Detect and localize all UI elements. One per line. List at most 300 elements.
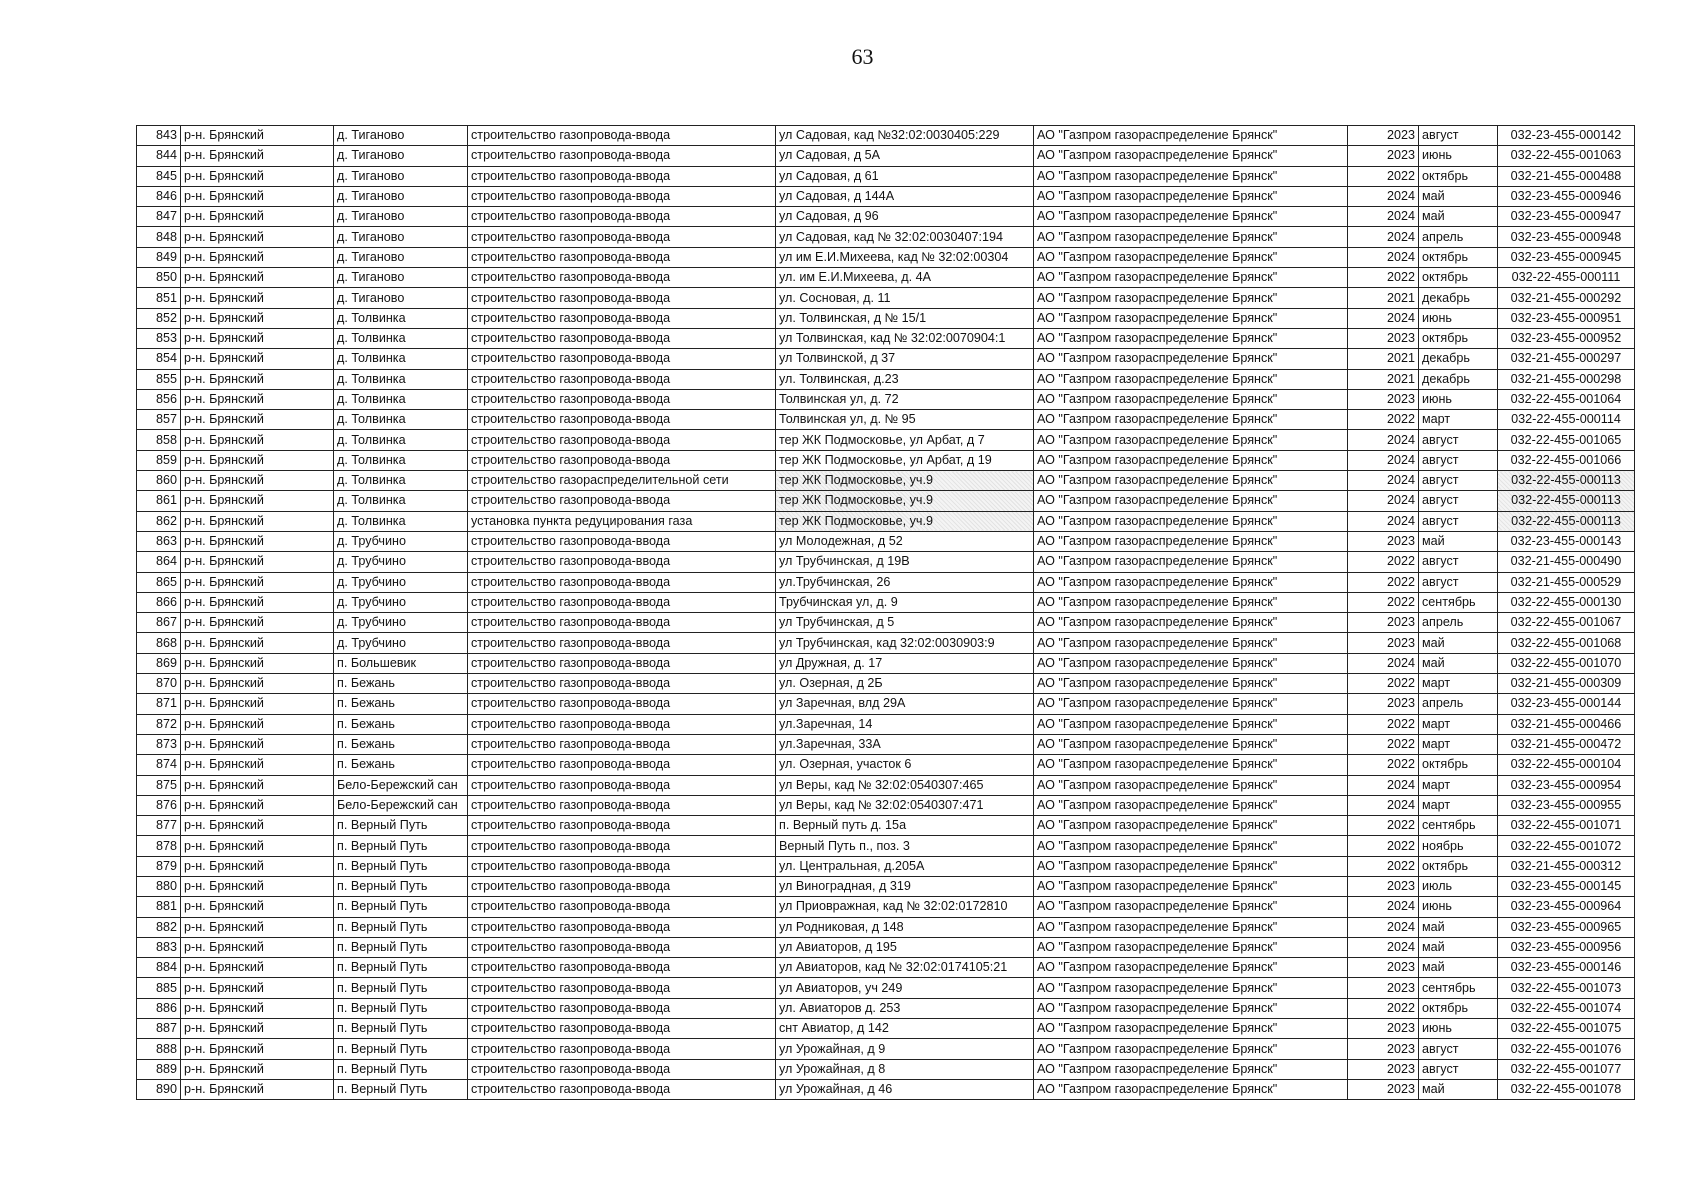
table-body — [137, 126, 1635, 1100]
month-cell: сентябрь — [1419, 978, 1498, 998]
address-cell: ул им Е.И.Михеева, кад № 32:02:00304 — [776, 247, 1034, 267]
address-cell: ул.Трубчинская, 26 — [776, 572, 1034, 592]
code-cell: 032-23-455-000947 — [1498, 207, 1635, 227]
code-cell: 032-21-455-000466 — [1498, 714, 1635, 734]
work-type-cell: строительство газопровода-ввода — [468, 836, 776, 856]
work-type-cell: строительство газопровода-ввода — [468, 308, 776, 328]
work-type-cell: строительство газопровода-ввода — [468, 166, 776, 186]
code-cell: 032-21-455-000309 — [1498, 674, 1635, 694]
organization-cell: АО "Газпром газораспределение Брянск" — [1034, 937, 1348, 957]
locality-cell: д. Толвинка — [334, 389, 468, 409]
month-cell: июнь — [1419, 308, 1498, 328]
table-row — [137, 897, 1635, 917]
locality-cell: Бело-Бережский сан — [334, 775, 468, 795]
locality-cell: д. Тиганово — [334, 247, 468, 267]
table-row — [137, 816, 1635, 836]
address-cell: Толвинская ул, д. 72 — [776, 389, 1034, 409]
row-number: 856 — [137, 389, 181, 409]
code-cell: 032-21-455-000490 — [1498, 552, 1635, 572]
work-type-cell: строительство газопровода-ввода — [468, 775, 776, 795]
organization-cell: АО "Газпром газораспределение Брянск" — [1034, 1059, 1348, 1079]
year-cell: 2024 — [1348, 247, 1419, 267]
year-cell: 2023 — [1348, 146, 1419, 166]
address-cell: ул Садовая, кад № 32:02:0030407:194 — [776, 227, 1034, 247]
district-cell: р-н. Брянский — [181, 430, 334, 450]
address-cell: ул Садовая, кад №32:02:0030405:229 — [776, 126, 1034, 146]
year-cell: 2022 — [1348, 998, 1419, 1018]
row-number: 858 — [137, 430, 181, 450]
district-cell: р-н. Брянский — [181, 166, 334, 186]
locality-cell: п. Бежань — [334, 714, 468, 734]
locality-cell: д. Трубчино — [334, 592, 468, 612]
year-cell: 2023 — [1348, 613, 1419, 633]
organization-cell: АО "Газпром газораспределение Брянск" — [1034, 836, 1348, 856]
code-cell: 032-23-455-000145 — [1498, 876, 1635, 896]
year-cell: 2023 — [1348, 958, 1419, 978]
address-cell: ул Родниковая, д 148 — [776, 917, 1034, 937]
row-number: 882 — [137, 917, 181, 937]
address-cell: ул Дружная, д. 17 — [776, 653, 1034, 673]
code-cell: 032-23-455-000946 — [1498, 186, 1635, 206]
code-cell: 032-22-455-000113 — [1498, 491, 1635, 511]
address-cell: снт Авиатор, д 142 — [776, 1019, 1034, 1039]
work-type-cell: установка пункта редуцирования газа — [468, 511, 776, 531]
district-cell: р-н. Брянский — [181, 288, 334, 308]
locality-cell: д. Трубчино — [334, 552, 468, 572]
work-type-cell: строительство газопровода-ввода — [468, 369, 776, 389]
code-cell: 032-23-455-000146 — [1498, 958, 1635, 978]
code-cell: 032-22-455-001076 — [1498, 1039, 1635, 1059]
table-row — [137, 471, 1635, 491]
row-number: 853 — [137, 328, 181, 348]
table-row — [137, 775, 1635, 795]
locality-cell: д. Тиганово — [334, 146, 468, 166]
year-cell: 2024 — [1348, 937, 1419, 957]
locality-cell: д. Толвинка — [334, 511, 468, 531]
organization-cell: АО "Газпром газораспределение Брянск" — [1034, 207, 1348, 227]
year-cell: 2024 — [1348, 775, 1419, 795]
row-number: 890 — [137, 1079, 181, 1099]
row-number: 855 — [137, 369, 181, 389]
month-cell: март — [1419, 410, 1498, 430]
locality-cell: Бело-Бережский сан — [334, 795, 468, 815]
year-cell: 2024 — [1348, 227, 1419, 247]
code-cell: 032-23-455-000144 — [1498, 694, 1635, 714]
year-cell: 2022 — [1348, 856, 1419, 876]
district-cell: р-н. Брянский — [181, 207, 334, 227]
address-cell: тер ЖК Подмосковье, ул Арбат, д 7 — [776, 430, 1034, 450]
year-cell: 2024 — [1348, 653, 1419, 673]
year-cell: 2023 — [1348, 978, 1419, 998]
district-cell: р-н. Брянский — [181, 998, 334, 1018]
month-cell: октябрь — [1419, 268, 1498, 288]
work-type-cell: строительство газопровода-ввода — [468, 1079, 776, 1099]
month-cell: май — [1419, 917, 1498, 937]
work-type-cell: строительство газопровода-ввода — [468, 288, 776, 308]
month-cell: август — [1419, 491, 1498, 511]
work-type-cell: строительство газопровода-ввода — [468, 613, 776, 633]
month-cell: май — [1419, 186, 1498, 206]
organization-cell: АО "Газпром газораспределение Брянск" — [1034, 227, 1348, 247]
locality-cell: д. Трубчино — [334, 613, 468, 633]
code-cell: 032-22-455-000114 — [1498, 410, 1635, 430]
row-number: 874 — [137, 755, 181, 775]
district-cell: р-н. Брянский — [181, 836, 334, 856]
organization-cell: АО "Газпром газораспределение Брянск" — [1034, 572, 1348, 592]
locality-cell: д. Толвинка — [334, 450, 468, 470]
work-type-cell: строительство газопровода-ввода — [468, 958, 776, 978]
year-cell: 2022 — [1348, 816, 1419, 836]
organization-cell: АО "Газпром газораспределение Брянск" — [1034, 552, 1348, 572]
work-type-cell: строительство газораспределительной сети — [468, 471, 776, 491]
locality-cell: д. Толвинка — [334, 410, 468, 430]
month-cell: октябрь — [1419, 856, 1498, 876]
work-type-cell: строительство газопровода-ввода — [468, 856, 776, 876]
work-type-cell: строительство газопровода-ввода — [468, 227, 776, 247]
row-number: 879 — [137, 856, 181, 876]
month-cell: август — [1419, 552, 1498, 572]
district-cell: р-н. Брянский — [181, 876, 334, 896]
table-row — [137, 1039, 1635, 1059]
locality-cell: п. Верный Путь — [334, 1039, 468, 1059]
row-number: 857 — [137, 410, 181, 430]
address-cell: ул.Заречная, 33А — [776, 734, 1034, 754]
row-number: 848 — [137, 227, 181, 247]
year-cell: 2022 — [1348, 552, 1419, 572]
work-type-cell: строительство газопровода-ввода — [468, 734, 776, 754]
code-cell: 032-21-455-000529 — [1498, 572, 1635, 592]
organization-cell: АО "Газпром газораспределение Брянск" — [1034, 998, 1348, 1018]
code-cell: 032-22-455-001073 — [1498, 978, 1635, 998]
month-cell: декабрь — [1419, 349, 1498, 369]
table-row — [137, 491, 1635, 511]
district-cell: р-н. Брянский — [181, 795, 334, 815]
year-cell: 2022 — [1348, 410, 1419, 430]
row-number: 843 — [137, 126, 181, 146]
year-cell: 2024 — [1348, 471, 1419, 491]
organization-cell: АО "Газпром газораспределение Брянск" — [1034, 734, 1348, 754]
organization-cell: АО "Газпром газораспределение Брянск" — [1034, 268, 1348, 288]
year-cell: 2023 — [1348, 1019, 1419, 1039]
work-type-cell: строительство газопровода-ввода — [468, 531, 776, 551]
month-cell: май — [1419, 653, 1498, 673]
work-type-cell: строительство газопровода-ввода — [468, 491, 776, 511]
table-row — [137, 288, 1635, 308]
address-cell: ул Авиаторов, д 195 — [776, 937, 1034, 957]
page-number: 63 — [851, 44, 874, 69]
organization-cell: АО "Газпром газораспределение Брянск" — [1034, 1019, 1348, 1039]
district-cell: р-н. Брянский — [181, 816, 334, 836]
year-cell: 2022 — [1348, 755, 1419, 775]
address-cell: ул Молодежная, д 52 — [776, 531, 1034, 551]
code-cell: 032-21-455-000297 — [1498, 349, 1635, 369]
year-cell: 2022 — [1348, 714, 1419, 734]
table-row — [137, 430, 1635, 450]
district-cell: р-н. Брянский — [181, 1019, 334, 1039]
row-number: 872 — [137, 714, 181, 734]
row-number: 867 — [137, 613, 181, 633]
work-type-cell: строительство газопровода-ввода — [468, 795, 776, 815]
table-row — [137, 694, 1635, 714]
locality-cell: п. Верный Путь — [334, 816, 468, 836]
year-cell: 2023 — [1348, 876, 1419, 896]
month-cell: ноябрь — [1419, 836, 1498, 856]
table-row — [137, 836, 1635, 856]
work-type-cell: строительство газопровода-ввода — [468, 592, 776, 612]
organization-cell: АО "Газпром газораспределение Брянск" — [1034, 775, 1348, 795]
month-cell: август — [1419, 1039, 1498, 1059]
organization-cell: АО "Газпром газораспределение Брянск" — [1034, 958, 1348, 978]
code-cell: 032-22-455-001075 — [1498, 1019, 1635, 1039]
locality-cell: д. Трубчино — [334, 531, 468, 551]
organization-cell: АО "Газпром газораспределение Брянск" — [1034, 288, 1348, 308]
work-type-cell: строительство газопровода-ввода — [468, 653, 776, 673]
work-type-cell: строительство газопровода-ввода — [468, 328, 776, 348]
month-cell: октябрь — [1419, 247, 1498, 267]
table-row — [137, 531, 1635, 551]
work-type-cell: строительство газопровода-ввода — [468, 694, 776, 714]
row-number: 881 — [137, 897, 181, 917]
address-cell: ул Толвинская, кад № 32:02:0070904:1 — [776, 328, 1034, 348]
address-cell: ул Авиаторов, кад № 32:02:0174105:21 — [776, 958, 1034, 978]
code-cell: 032-22-455-000113 — [1498, 511, 1635, 531]
district-cell: р-н. Брянский — [181, 471, 334, 491]
organization-cell: АО "Газпром газораспределение Брянск" — [1034, 978, 1348, 998]
year-cell: 2022 — [1348, 836, 1419, 856]
table-row — [137, 207, 1635, 227]
work-type-cell: строительство газопровода-ввода — [468, 247, 776, 267]
organization-cell: АО "Газпром газораспределение Брянск" — [1034, 917, 1348, 937]
code-cell: 032-23-455-000952 — [1498, 328, 1635, 348]
row-number: 851 — [137, 288, 181, 308]
month-cell: август — [1419, 511, 1498, 531]
district-cell: р-н. Брянский — [181, 552, 334, 572]
row-number: 866 — [137, 592, 181, 612]
month-cell: октябрь — [1419, 166, 1498, 186]
organization-cell: АО "Газпром газораспределение Брянск" — [1034, 247, 1348, 267]
table-row — [137, 917, 1635, 937]
district-cell: р-н. Брянский — [181, 775, 334, 795]
month-cell: май — [1419, 531, 1498, 551]
organization-cell: АО "Газпром газораспределение Брянск" — [1034, 592, 1348, 612]
organization-cell: АО "Газпром газораспределение Брянск" — [1034, 633, 1348, 653]
code-cell: 032-21-455-000312 — [1498, 856, 1635, 876]
table-row — [137, 308, 1635, 328]
year-cell: 2024 — [1348, 450, 1419, 470]
address-cell: ул Заречная, влд 29А — [776, 694, 1034, 714]
row-number: 876 — [137, 795, 181, 815]
row-number: 844 — [137, 146, 181, 166]
month-cell: июнь — [1419, 389, 1498, 409]
row-number: 845 — [137, 166, 181, 186]
organization-cell: АО "Газпром газораспределение Брянск" — [1034, 613, 1348, 633]
row-number: 880 — [137, 876, 181, 896]
district-cell: р-н. Брянский — [181, 592, 334, 612]
district-cell: р-н. Брянский — [181, 268, 334, 288]
table-row — [137, 572, 1635, 592]
district-cell: р-н. Брянский — [181, 937, 334, 957]
table-row — [137, 937, 1635, 957]
month-cell: август — [1419, 1059, 1498, 1079]
code-cell: 032-23-455-000143 — [1498, 531, 1635, 551]
year-cell: 2023 — [1348, 328, 1419, 348]
code-cell: 032-22-455-001067 — [1498, 613, 1635, 633]
work-type-cell: строительство газопровода-ввода — [468, 998, 776, 1018]
row-number: 862 — [137, 511, 181, 531]
table-row — [137, 186, 1635, 206]
row-number: 868 — [137, 633, 181, 653]
code-cell: 032-22-455-001071 — [1498, 816, 1635, 836]
month-cell: март — [1419, 775, 1498, 795]
month-cell: март — [1419, 674, 1498, 694]
month-cell: октябрь — [1419, 755, 1498, 775]
year-cell: 2023 — [1348, 1059, 1419, 1079]
organization-cell: АО "Газпром газораспределение Брянск" — [1034, 876, 1348, 896]
code-cell: 032-23-455-000951 — [1498, 308, 1635, 328]
district-cell: р-н. Брянский — [181, 146, 334, 166]
row-number: 878 — [137, 836, 181, 856]
district-cell: р-н. Брянский — [181, 1079, 334, 1099]
work-type-cell: строительство газопровода-ввода — [468, 755, 776, 775]
locality-cell: д. Толвинка — [334, 349, 468, 369]
work-type-cell: строительство газопровода-ввода — [468, 633, 776, 653]
address-cell: ул Урожайная, д 46 — [776, 1079, 1034, 1099]
table-row — [137, 227, 1635, 247]
row-number: 859 — [137, 450, 181, 470]
code-cell: 032-22-455-000130 — [1498, 592, 1635, 612]
address-cell: ул Трубчинская, д 5 — [776, 613, 1034, 633]
table-row — [137, 166, 1635, 186]
month-cell: март — [1419, 714, 1498, 734]
code-cell: 032-21-455-000472 — [1498, 734, 1635, 754]
table-row — [137, 328, 1635, 348]
locality-cell: п. Верный Путь — [334, 958, 468, 978]
table-row — [137, 795, 1635, 815]
row-number: 886 — [137, 998, 181, 1018]
address-cell: ул Садовая, д 61 — [776, 166, 1034, 186]
work-type-cell: строительство газопровода-ввода — [468, 937, 776, 957]
district-cell: р-н. Брянский — [181, 694, 334, 714]
organization-cell: АО "Газпром газораспределение Брянск" — [1034, 653, 1348, 673]
work-type-cell: строительство газопровода-ввода — [468, 389, 776, 409]
work-type-cell: строительство газопровода-ввода — [468, 876, 776, 896]
table-row — [137, 592, 1635, 612]
year-cell: 2021 — [1348, 288, 1419, 308]
table-row — [137, 389, 1635, 409]
code-cell: 032-23-455-000954 — [1498, 775, 1635, 795]
organization-cell: АО "Газпром газораспределение Брянск" — [1034, 166, 1348, 186]
row-number: 854 — [137, 349, 181, 369]
locality-cell: д. Трубчино — [334, 572, 468, 592]
code-cell: 032-23-455-000142 — [1498, 126, 1635, 146]
district-cell: р-н. Брянский — [181, 734, 334, 754]
address-cell: ул. Озерная, д 2Б — [776, 674, 1034, 694]
year-cell: 2024 — [1348, 511, 1419, 531]
organization-cell: АО "Газпром газораспределение Брянск" — [1034, 389, 1348, 409]
locality-cell: д. Тиганово — [334, 126, 468, 146]
locality-cell: д. Толвинка — [334, 328, 468, 348]
table-row — [137, 369, 1635, 389]
gas-connection-table — [136, 125, 1635, 1100]
organization-cell: АО "Газпром газораспределение Брянск" — [1034, 856, 1348, 876]
district-cell: р-н. Брянский — [181, 227, 334, 247]
row-number: 873 — [137, 734, 181, 754]
row-number: 850 — [137, 268, 181, 288]
table-row — [137, 146, 1635, 166]
district-cell: р-н. Брянский — [181, 856, 334, 876]
work-type-cell: строительство газопровода-ввода — [468, 1059, 776, 1079]
year-cell: 2022 — [1348, 572, 1419, 592]
locality-cell: д. Тиганово — [334, 268, 468, 288]
code-cell: 032-23-455-000964 — [1498, 897, 1635, 917]
organization-cell: АО "Газпром газораспределение Брянск" — [1034, 1039, 1348, 1059]
table-row — [137, 734, 1635, 754]
table-row — [137, 998, 1635, 1018]
address-cell: ул Трубчинская, д 19В — [776, 552, 1034, 572]
district-cell: р-н. Брянский — [181, 978, 334, 998]
work-type-cell: строительство газопровода-ввода — [468, 349, 776, 369]
row-number: 877 — [137, 816, 181, 836]
organization-cell: АО "Газпром газораспределение Брянск" — [1034, 186, 1348, 206]
month-cell: август — [1419, 126, 1498, 146]
month-cell: август — [1419, 430, 1498, 450]
year-cell: 2023 — [1348, 1039, 1419, 1059]
district-cell: р-н. Брянский — [181, 917, 334, 937]
year-cell: 2023 — [1348, 633, 1419, 653]
year-cell: 2024 — [1348, 430, 1419, 450]
address-cell: ул Авиаторов, уч 249 — [776, 978, 1034, 998]
address-cell: Трубчинская ул, д. 9 — [776, 592, 1034, 612]
code-cell: 032-22-455-001066 — [1498, 450, 1635, 470]
row-number: 871 — [137, 694, 181, 714]
address-cell: ул Садовая, д 144А — [776, 186, 1034, 206]
year-cell: 2023 — [1348, 1079, 1419, 1099]
address-cell: тер ЖК Подмосковье, уч.9 — [776, 491, 1034, 511]
work-type-cell: строительство газопровода-ввода — [468, 1039, 776, 1059]
month-cell: март — [1419, 795, 1498, 815]
locality-cell: д. Толвинка — [334, 369, 468, 389]
row-number: 889 — [137, 1059, 181, 1079]
code-cell: 032-21-455-000298 — [1498, 369, 1635, 389]
row-number: 863 — [137, 531, 181, 551]
month-cell: май — [1419, 937, 1498, 957]
locality-cell: д. Тиганово — [334, 186, 468, 206]
row-number: 883 — [137, 937, 181, 957]
row-number: 849 — [137, 247, 181, 267]
organization-cell: АО "Газпром газораспределение Брянск" — [1034, 755, 1348, 775]
locality-cell: п. Верный Путь — [334, 1059, 468, 1079]
year-cell: 2024 — [1348, 897, 1419, 917]
row-number: 869 — [137, 653, 181, 673]
work-type-cell: строительство газопровода-ввода — [468, 978, 776, 998]
table-row — [137, 552, 1635, 572]
row-number: 864 — [137, 552, 181, 572]
work-type-cell: строительство газопровода-ввода — [468, 430, 776, 450]
row-number: 852 — [137, 308, 181, 328]
address-cell: ул Трубчинская, кад 32:02:0030903:9 — [776, 633, 1034, 653]
row-number: 865 — [137, 572, 181, 592]
code-cell: 032-21-455-000488 — [1498, 166, 1635, 186]
year-cell: 2021 — [1348, 369, 1419, 389]
address-cell: ул Садовая, д 96 — [776, 207, 1034, 227]
code-cell: 032-22-455-001064 — [1498, 389, 1635, 409]
work-type-cell: строительство газопровода-ввода — [468, 816, 776, 836]
month-cell: май — [1419, 633, 1498, 653]
organization-cell: АО "Газпром газораспределение Брянск" — [1034, 674, 1348, 694]
district-cell: р-н. Брянский — [181, 328, 334, 348]
address-cell: ул. им Е.И.Михеева, д. 4А — [776, 268, 1034, 288]
table-row — [137, 1079, 1635, 1099]
